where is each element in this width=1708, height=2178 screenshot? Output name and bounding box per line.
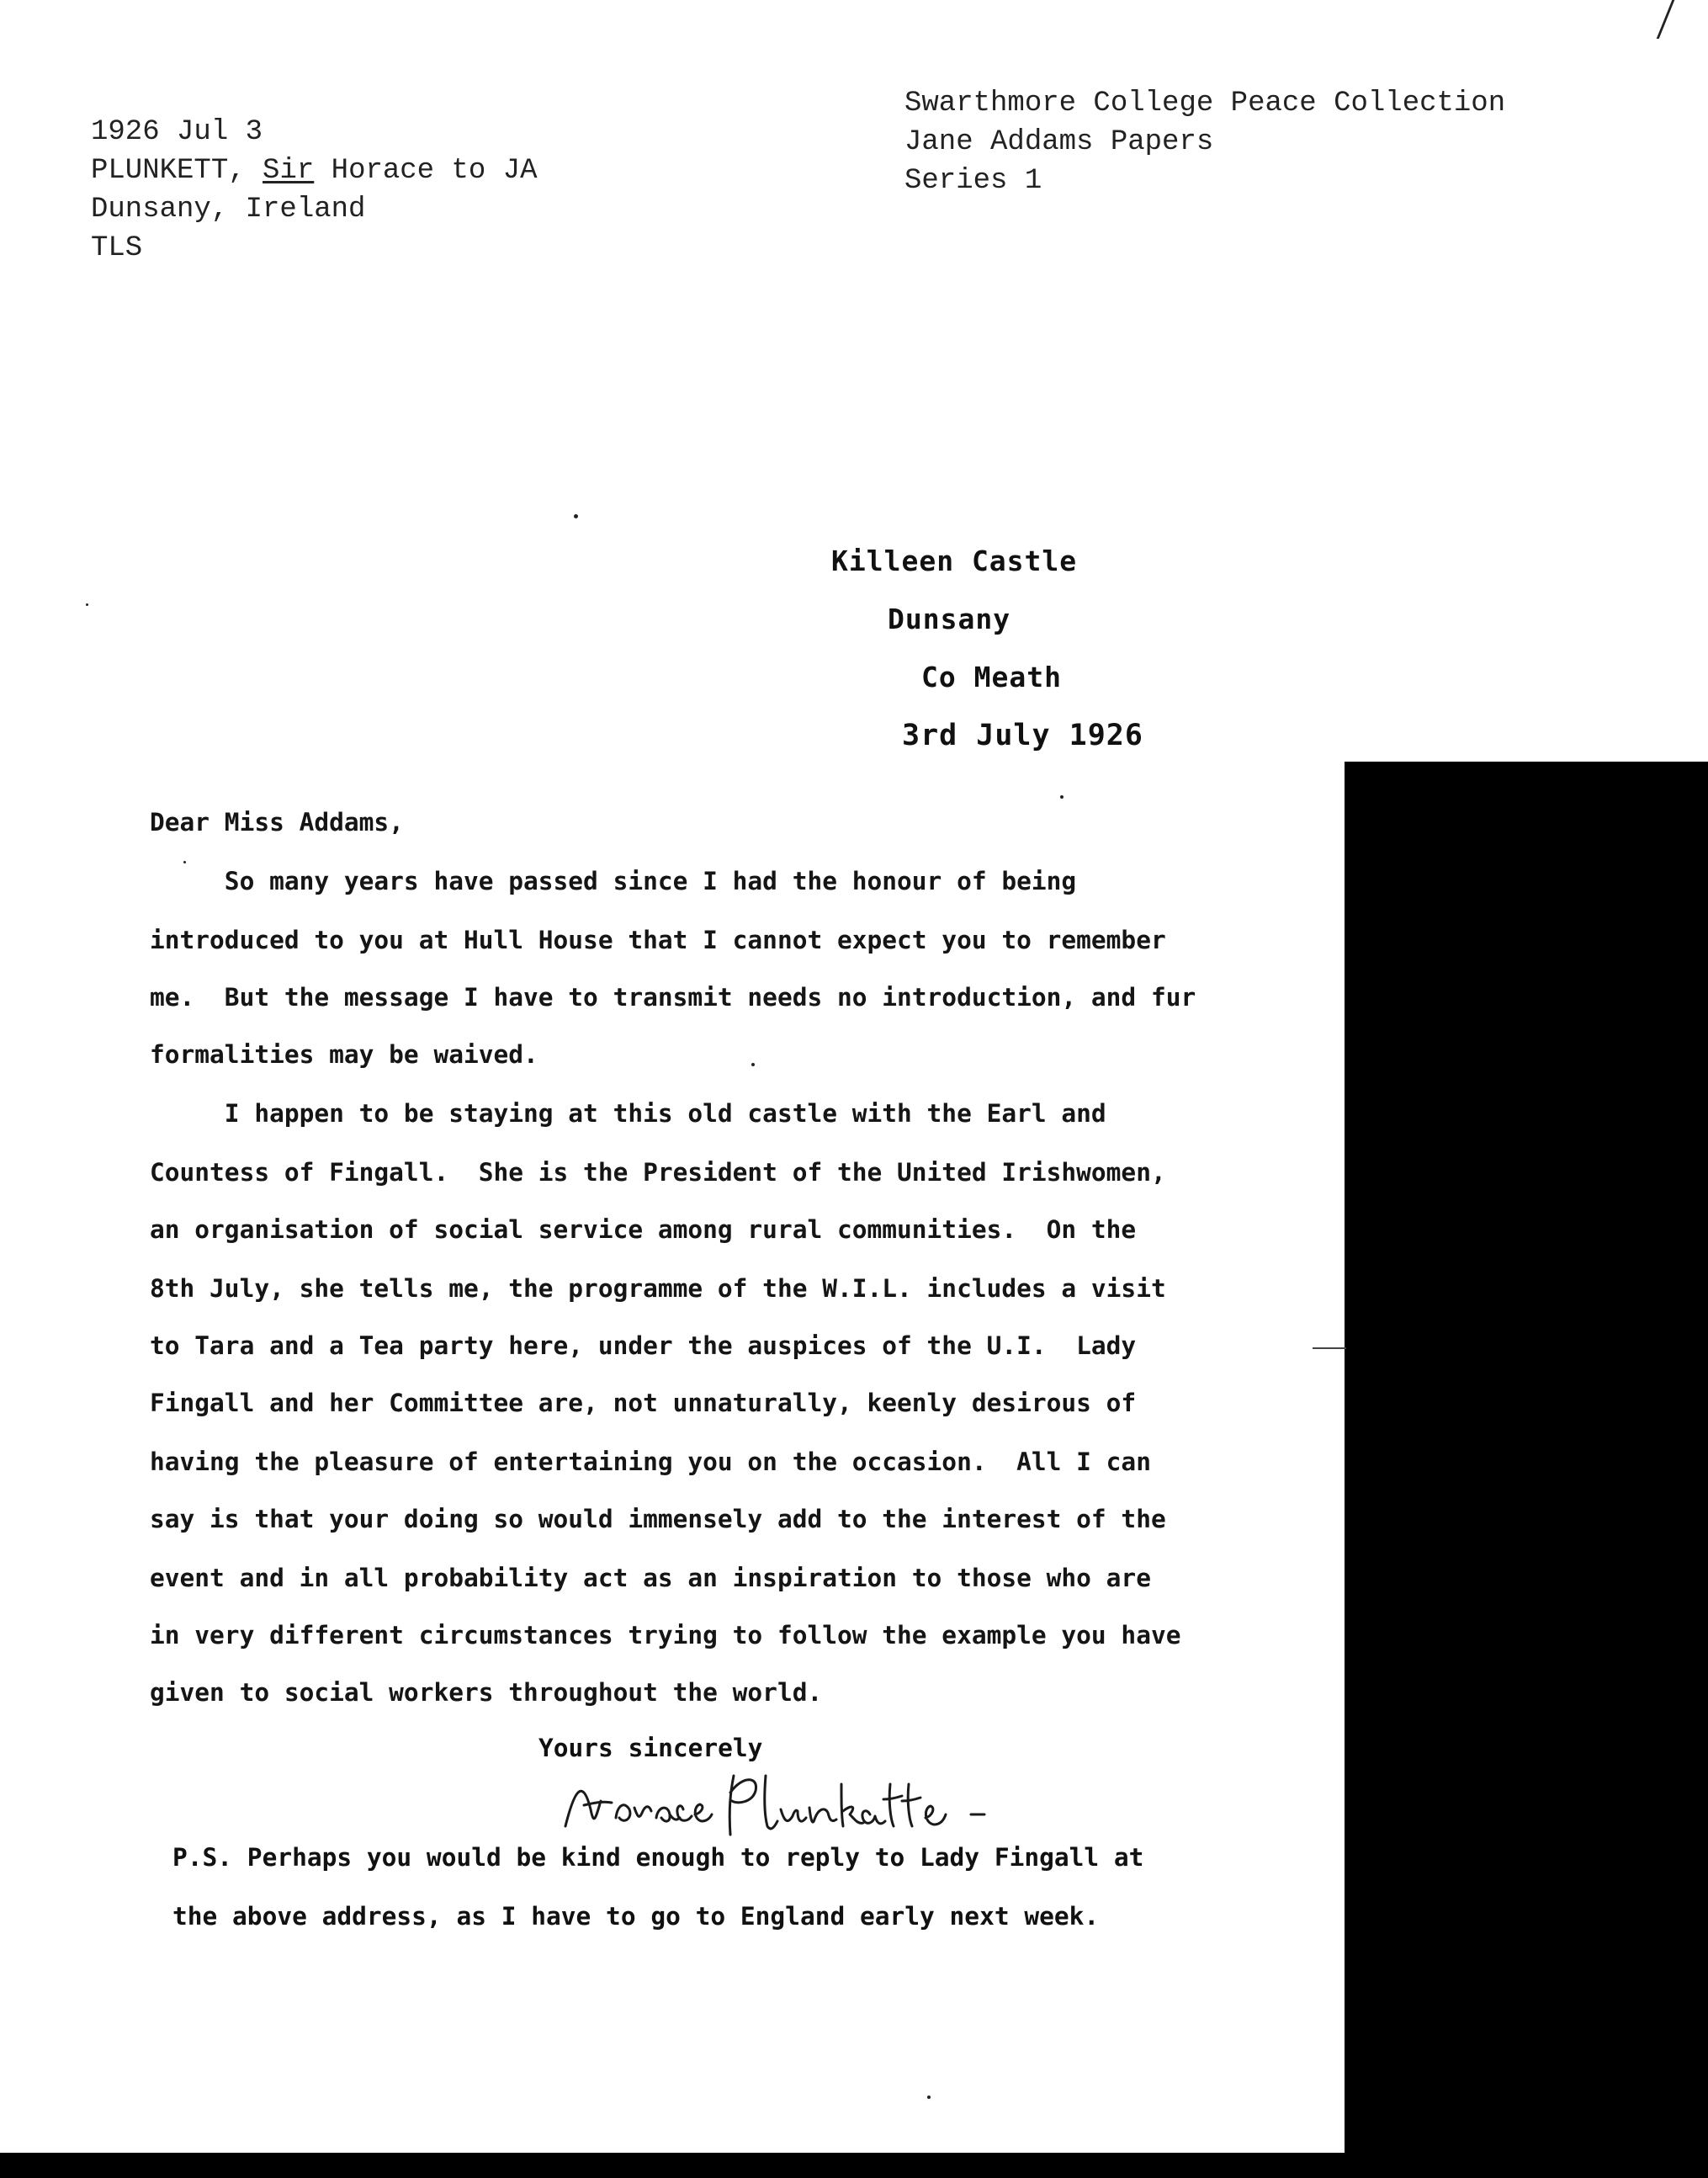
body-line: event and in all probability act as an inspiration to those who are — [150, 1564, 1151, 1592]
scan-speck — [183, 861, 186, 863]
body-line: given to social workers throughout the world. — [150, 1678, 823, 1707]
catalog-name — [91, 151, 538, 190]
catalog-type: TLS — [91, 232, 143, 264]
scan-speck — [574, 514, 578, 518]
catalog-label-left — [91, 113, 538, 268]
body-line: me. But the message I have to transmit needs no introduction, and fur — [150, 983, 1196, 1012]
scan-speck — [927, 2096, 931, 2099]
body-line: Countess of Fingall. She is the President of the United Irishwomen, — [150, 1158, 1166, 1187]
postscript-line: the above address, as I have to go to England early next week. — [172, 1902, 1100, 1931]
body-line: introduced to you at Hull House that I cannot expect you to remember — [150, 926, 1166, 954]
body-line: Fingall and her Committee are, not unnaturally, keenly desirous of — [150, 1389, 1137, 1417]
corner-scan-mark — [1657, 0, 1708, 39]
body-line: formalities may be waived. — [150, 1040, 538, 1069]
letter-date: 3rd July 1926 — [902, 719, 1143, 752]
body-line: in very different circumstances trying to follow the example you have — [150, 1621, 1181, 1649]
salutation: Dear Miss Addams, — [150, 808, 404, 837]
scan-speck — [1060, 795, 1064, 799]
scan-speck — [751, 1063, 755, 1066]
catalog-place: Dunsany, Ireland — [91, 194, 366, 226]
address-line-3: Co Meath — [921, 661, 1062, 693]
body-line: to Tara and a Tea party here, under the auspices of the U.I. Lady — [150, 1331, 1137, 1360]
address-line-1: Killeen Castle — [831, 544, 1078, 577]
catalog-title: Sir — [263, 155, 315, 187]
address-line-2: Dunsany — [888, 603, 1011, 635]
body-line: say is that your doing so would immensely add to the interest of the — [150, 1505, 1166, 1533]
catalog-date: 1926 Jul 3 — [91, 116, 263, 148]
scan-speck — [86, 603, 88, 606]
body-line: I happen to be staying at this old castle with the Earl and — [150, 1099, 1106, 1128]
catalog-series: Series 1 — [904, 165, 1042, 197]
catalog-name-prefix: PLUNKETT, — [91, 155, 263, 187]
postscript-line: P.S. Perhaps you would be kind enough to reply to Lady Fingall at — [172, 1843, 1144, 1872]
closing: Yours sincerely — [538, 1734, 763, 1762]
catalog-label-right — [904, 84, 1505, 200]
body-line: So many years have passed since I had the honour of being — [150, 867, 1077, 895]
scan-shadow-bottom — [0, 2153, 1708, 2178]
margin-rule — [1313, 1347, 1346, 1349]
catalog-name-suffix: Horace to JA — [314, 155, 538, 187]
body-line: an organisation of social service among rural communities. On the — [150, 1215, 1137, 1244]
scan-shadow-right — [1345, 762, 1708, 2178]
body-line: 8th July, she tells me, the programme of the W.I.L. includes a visit — [150, 1274, 1166, 1303]
signature — [557, 1759, 995, 1851]
catalog-collection: Swarthmore College Peace Collection — [904, 88, 1506, 120]
body-line: having the pleasure of entertaining you on the occasion. All I can — [150, 1448, 1151, 1476]
catalog-papers: Jane Addams Papers — [904, 126, 1214, 158]
